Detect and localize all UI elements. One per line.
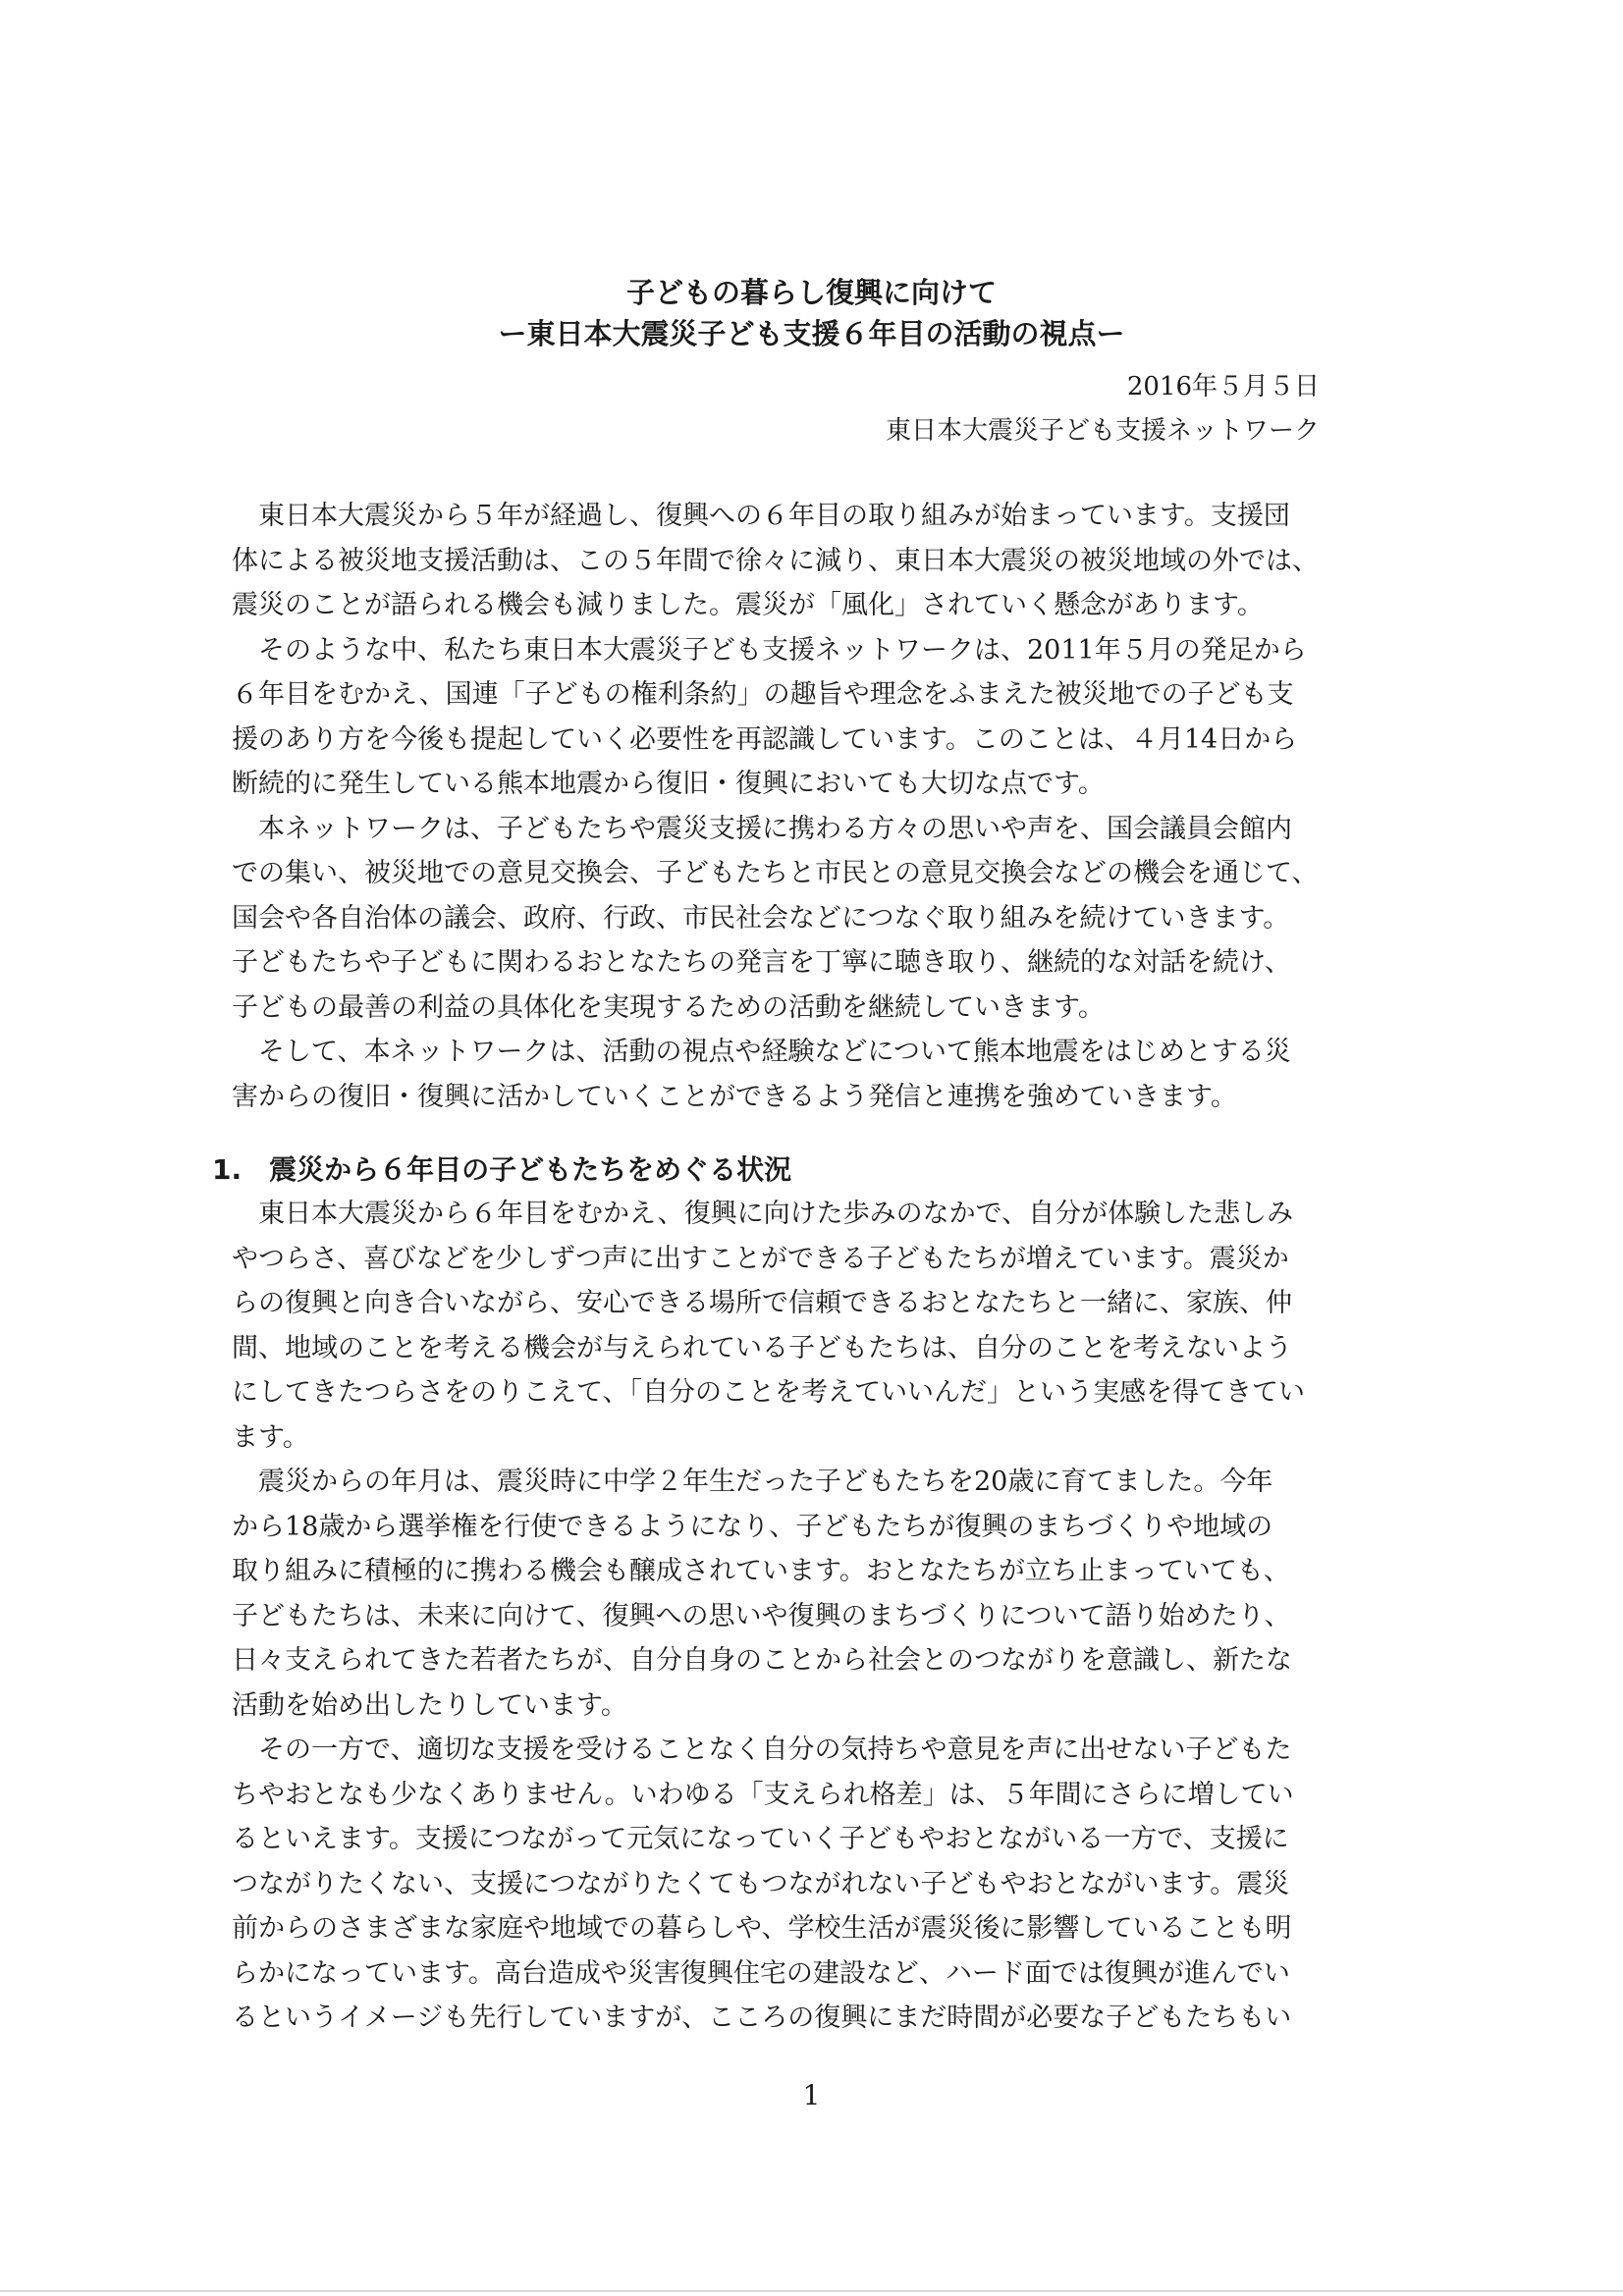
scan-edge-line (0, 2290, 1623, 2292)
title-block (0, 272, 1623, 354)
section-paragraph: 東日本大震災から６年目をむかえ、復興に向けた歩みのなかで、自分が体験した悲しみ やつらさ、喜びなどを少しずつ声に出すことができる子どもたちが増えています。震災か らの復興と向き合いながら、安心できる場所で信頼できるおとなたちと一緒に、家族、仲 間、地域のことを考える機会が与えられている子どもたちは、自分のことを考えないよう にしてきたつらさをのりこえて、「自分のことを考えていいんだ」という実感を得てきてい ます。 (232, 1199, 1305, 1453)
intro-paragraph: 東日本大震災から５年が経過し、復興への６年目の取り組みが始まっています。支援団 体による被災地支援活動は、この５年間で徐々に減り、東日本大震災の被災地域の外では、 震災のことが語られる機会も減りました。震災が「風化」されていく懸念があります。 (232, 501, 1319, 620)
intro-paragraph: そして、本ネットワークは、活動の視点や経験などについて熊本地震をはじめとする災 害からの復旧・復興に活かしていくことができるよう発信と連携を強めていきます。 (232, 1037, 1291, 1112)
document-meta (886, 365, 1320, 454)
section-heading: 1. 震災から６年目の子どもたちをめぐる状況 (212, 1153, 792, 1186)
organization-name: 東日本大震災子ども支援ネットワーク (885, 416, 1320, 446)
section-paragraph: その一方で、適切な支援を受けることなく自分の気持ちや意見を声に出せない子どもた ちやおとなも少なくありません。いわゆる「支えられ格差」は、５年間にさらに増してい るといえます。支援につながって元気になっていく子どもやおとながいる一方で、支援に つながりたくない、支援につながりたくてもつながれない子どもやおとながいます。震災 前からのさまざまな家庭や地域での暮らしや、学校生活が震災後に影響していることも明 らかになっています。高台造成や災害復興住宅の建設など、ハード面では復興が進んでい るというイメージも先行していますが、こころの復興にまだ時間が必要な子どもたちもい (232, 1735, 1294, 2033)
intro-paragraph: 本ネットワークは、子どもたちや震災支援に携わる方々の思いや声を、国会議員会館内 での集い、被災地での意見交換会、子どもたちと市民との意見交換会などの機会を通じて、 国会や各自治体の議会、政府、行政、市民社会などにつなぐ取り組みを続けていきます。 子どもたちや子どもに関わるおとなたちの発言を丁寧に聴き取り、継続的な対話を続け、 子どもの最善の利益の具体化を実現するための活動を継続していきます。 (232, 813, 1319, 1023)
section-paragraph: 震災からの年月は、震災時に中学２年生だった子どもたちを20歳に育てました。今年 から18歳から選挙権を行使できるようになり、子どもたちが復興のまちづくりや地域の 取り組みに積極的に携わる機会も醸成されています。おとなたちが立ち止まっていても、 子どもたちは、未来に向けて、復興への思いや復興のまちづくりについて語り始めたり、 日々支えられてきた若者たちが、自分自身のことから社会とのつながりを意識し、新たな 活動を始め出したりしています。 (232, 1467, 1292, 1721)
intro-paragraph: そのような中、私たち東日本大震災子ども支援ネットワークは、2011年５月の発足から ６年目をむかえ、国連「子どもの権利条約」の趣旨や理念をふまえた被災地での子ども支 援のあり方を今後も提起していく必要性を再認識しています。このことは、４月14日から 断続的に発生している熊本地震から復旧・復興においても大切な点です。 (232, 634, 1307, 799)
page-number: 1 (802, 2079, 821, 2111)
intro-section (232, 494, 1392, 1119)
section-1 (212, 1148, 1392, 2041)
document-subtitle: ー東日本大震災子ども支援６年目の活動の視点ー (498, 317, 1125, 350)
document-title: 子どもの暮らし復興に向けて (625, 276, 997, 309)
document-date: 2016年５月５日 (1126, 372, 1320, 401)
